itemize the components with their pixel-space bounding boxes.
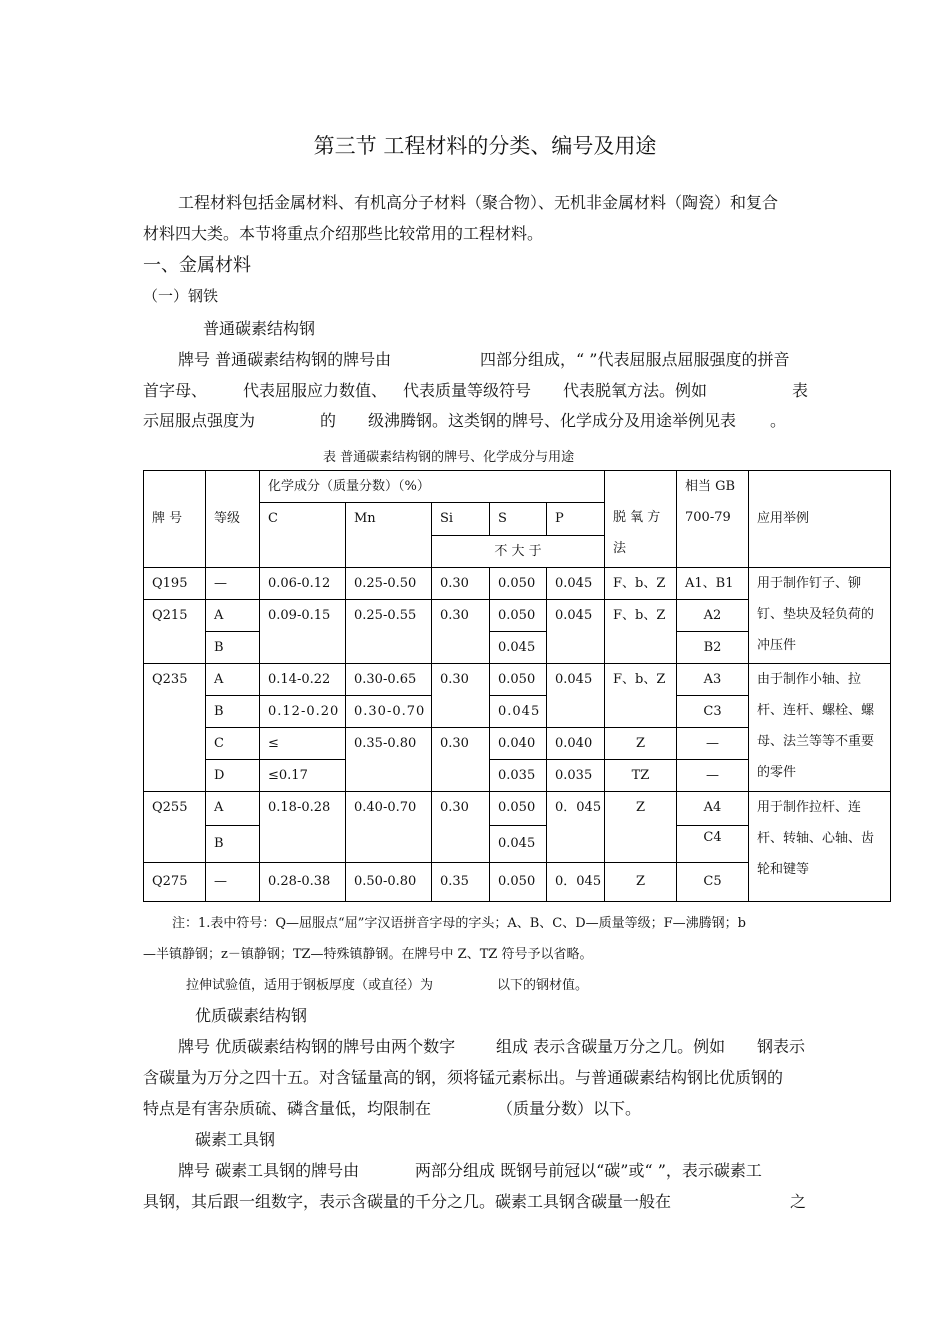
cell-level: B <box>206 826 260 863</box>
header-application: 应用举例 <box>749 471 891 568</box>
cell-gb: C5 <box>677 863 749 902</box>
cell-deoxidation: F、b、Z <box>605 568 677 600</box>
cell-c: 0.06-0.12 <box>260 568 346 600</box>
cell-mn: 0.50-0.80 <box>346 863 432 902</box>
cell-grade-q215: Q215 <box>144 600 206 664</box>
cell-deoxidation: F、b、Z <box>605 600 677 664</box>
table-caption: 表 普通碳素结构钢的牌号、化学成分与用途 <box>323 450 575 465</box>
cell-s: 0.035 <box>490 760 547 792</box>
cell-c: 0.14-0.22 <box>260 664 346 696</box>
cell-grade-q275: Q275 <box>144 863 206 902</box>
cell-gb: A1、B1 <box>677 568 749 600</box>
cell-c: 0.12-0.20 <box>260 696 346 728</box>
cell-c: 0.28-0.38 <box>260 863 346 902</box>
cell-gb: — <box>677 760 749 792</box>
cell-gb: A2 <box>677 600 749 632</box>
cell-c: 0.18-0.28 <box>260 792 346 863</box>
cell-level: B <box>206 696 260 728</box>
page-title: 第三节 工程材料的分类、编号及用途 <box>313 134 657 158</box>
note-line-3a: 拉伸试验值，适用于钢板厚度（或直径）为 <box>186 978 434 993</box>
cell-s: 0.050 <box>490 863 547 902</box>
header-gb-equivalent: 相当 GB 700-79 <box>677 471 749 568</box>
cell-si: 0.30 <box>432 568 490 600</box>
header-deoxidation: 脱 氧 方 法 <box>605 471 677 568</box>
paragraph-2-line-3a: 特点是有害杂质硫、磷含量低，均限制在 <box>143 1099 432 1118</box>
cell-level: — <box>206 568 260 600</box>
header-not-more-than: 不 大 于 <box>432 536 605 568</box>
heading-plain-carbon-steel: 普通碳素结构钢 <box>203 319 316 338</box>
cell-si: 0.30 <box>432 600 490 664</box>
paragraph-2-line-2: 含碳量为万分之四十五。对含锰量高的钢，须将锰元素标出。与普通碳素结构钢比优质钢的 <box>143 1068 784 1087</box>
cell-level: C <box>206 728 260 760</box>
cell-si: 0.35 <box>432 863 490 902</box>
cell-p: 0．045 <box>547 863 605 902</box>
intro-line-2: 材料四大类。本节将重点介绍那些比较常用的工程材料。 <box>143 224 544 243</box>
cell-mn: 0.40-0.70 <box>346 792 432 863</box>
cell-application-3: 由于制作小轴、拉杆、连杆、螺栓、螺母、法兰等等不重要的零件 <box>749 664 891 792</box>
cell-p: 0．045 <box>547 792 605 863</box>
header-level: 等级 <box>206 471 260 568</box>
cell-s: 0.050 <box>490 664 547 696</box>
section-heading: 一、金属材料 <box>143 255 251 276</box>
cell-mn: 0.30-0.70 <box>346 696 432 728</box>
cell-mn: 0.35-0.80 <box>346 728 432 792</box>
paragraph-1-line-2d: 代表脱氧方法。例如 <box>563 381 708 400</box>
paragraph-1-line-3d: 。 <box>770 411 787 430</box>
paragraph-2-line-1c: 钢表示 <box>757 1037 806 1056</box>
cell-application-1: 用于制作钉子、铆钉、垫块及轻负荷的冲压件 <box>749 568 891 664</box>
cell-s: 0.050 <box>490 792 547 826</box>
steel-grade-table <box>143 470 891 902</box>
cell-p: 0.045 <box>547 568 605 600</box>
header-s: S <box>490 503 547 536</box>
cell-gb: A3 <box>677 664 749 696</box>
cell-c: 0.09-0.15 <box>260 600 346 664</box>
heading-carbon-tool-steel: 碳素工具钢 <box>195 1130 276 1149</box>
subsection-heading: （一）钢铁 <box>143 287 219 305</box>
cell-si: 0.30 <box>432 664 490 728</box>
paragraph-1-line-1a: 牌号 普通碳素结构钢的牌号由 <box>178 350 392 369</box>
paragraph-1-line-3c: 级沸腾钢。这类钢的牌号、化学成分及用途举例见表 <box>368 411 737 430</box>
cell-p: 0.045 <box>547 664 605 728</box>
paragraph-1-line-3b: 的 <box>320 411 337 430</box>
cell-grade-q255: Q255 <box>144 792 206 863</box>
intro-line-1: 工程材料包括金属材料、有机高分子材料（聚合物）、无机非金属材料（陶瓷）和复合 <box>178 193 779 212</box>
cell-application-4: 用于制作拉杆、连杆、转轴、心轴、齿轮和键等 <box>749 792 891 902</box>
paragraph-3-line-1a: 牌号 碳素工具钢的牌号由 <box>178 1161 360 1180</box>
cell-level: A <box>206 664 260 696</box>
note-line-3b: 以下的钢材值。 <box>497 978 589 993</box>
header-mn: Mn <box>346 503 432 568</box>
cell-s: 0.050 <box>490 568 547 600</box>
header-p: P <box>547 503 605 536</box>
paragraph-2-line-1b: 组成 表示含碳量万分之几。例如 <box>496 1037 726 1056</box>
cell-c: ≤ <box>260 728 346 760</box>
cell-deoxidation: F、b、Z <box>605 664 677 728</box>
header-si: Si <box>432 503 490 536</box>
cell-mn: 0.30-0.65 <box>346 664 432 696</box>
cell-si: 0.30 <box>432 728 490 792</box>
cell-gb: C3 <box>677 696 749 728</box>
cell-p: 0.040 <box>547 728 605 760</box>
cell-deoxidation: TZ <box>605 760 677 792</box>
header-chemical-composition: 化学成分（质量分数）（%） <box>260 471 605 503</box>
note-line-1: 注：1.表中符号：Q—屈服点“屈”字汉语拼音字母的字头；A、B、C、D—质量等级；F—沸腾钢；b <box>172 916 747 931</box>
cell-level: A <box>206 792 260 826</box>
cell-mn: 0.25-0.50 <box>346 568 432 600</box>
cell-mn: 0.25-0.55 <box>346 600 432 664</box>
cell-deoxidation: Z <box>605 792 677 863</box>
cell-level: A <box>206 600 260 632</box>
paragraph-1-line-2c: 代表质量等级符号 <box>403 381 532 400</box>
cell-c: ≤0.17 <box>260 760 346 792</box>
paragraph-2-line-3b: （质量分数）以下。 <box>497 1099 642 1118</box>
cell-s: 0.045 <box>490 696 547 728</box>
cell-level: B <box>206 632 260 664</box>
paragraph-3-line-1b: 两部分组成 既钢号前冠以“碳”或“ ”，表示碳素工 <box>415 1161 762 1180</box>
header-grade: 牌 号 <box>144 471 206 568</box>
cell-deoxidation: Z <box>605 863 677 902</box>
cell-p: 0.035 <box>547 760 605 792</box>
cell-gb: B2 <box>677 632 749 664</box>
cell-p: 0.045 <box>547 600 605 664</box>
note-line-2: —半镇静钢；z－镇静钢；TZ—特殊镇静钢。在牌号中 Z、TZ 符号予以省略。 <box>143 947 593 962</box>
paragraph-1-line-2a: 首字母、 <box>143 381 208 400</box>
cell-grade-q235: Q235 <box>144 664 206 792</box>
cell-gb: A4 <box>677 792 749 826</box>
cell-grade-q195: Q195 <box>144 568 206 600</box>
cell-deoxidation: Z <box>605 728 677 760</box>
cell-level: — <box>206 863 260 902</box>
paragraph-1-line-2e: 表 <box>792 381 809 400</box>
cell-gb: — <box>677 728 749 760</box>
cell-s: 0.050 <box>490 600 547 632</box>
cell-s: 0.040 <box>490 728 547 760</box>
paragraph-3-line-2b: 之 <box>790 1192 807 1211</box>
paragraph-3-line-2a: 具钢，其后跟一组数字，表示含碳量的千分之几。碳素工具钢含碳量一般在 <box>143 1192 672 1211</box>
paragraph-1-line-2b: 代表屈服应力数值、 <box>243 381 388 400</box>
cell-s: 0.045 <box>490 826 547 863</box>
cell-gb: C4 <box>677 826 749 863</box>
heading-quality-carbon-steel: 优质碳素结构钢 <box>195 1006 308 1025</box>
paragraph-1-line-1b: 四部分组成，“ ”代表屈服点屈服强度的拼音 <box>480 350 790 369</box>
paragraph-2-line-1a: 牌号 优质碳素结构钢的牌号由两个数字 <box>178 1037 456 1056</box>
cell-s: 0.045 <box>490 632 547 664</box>
cell-level: D <box>206 760 260 792</box>
cell-si: 0.30 <box>432 792 490 863</box>
paragraph-1-line-3a: 示屈服点强度为 <box>143 411 256 430</box>
header-c: C <box>260 503 346 568</box>
